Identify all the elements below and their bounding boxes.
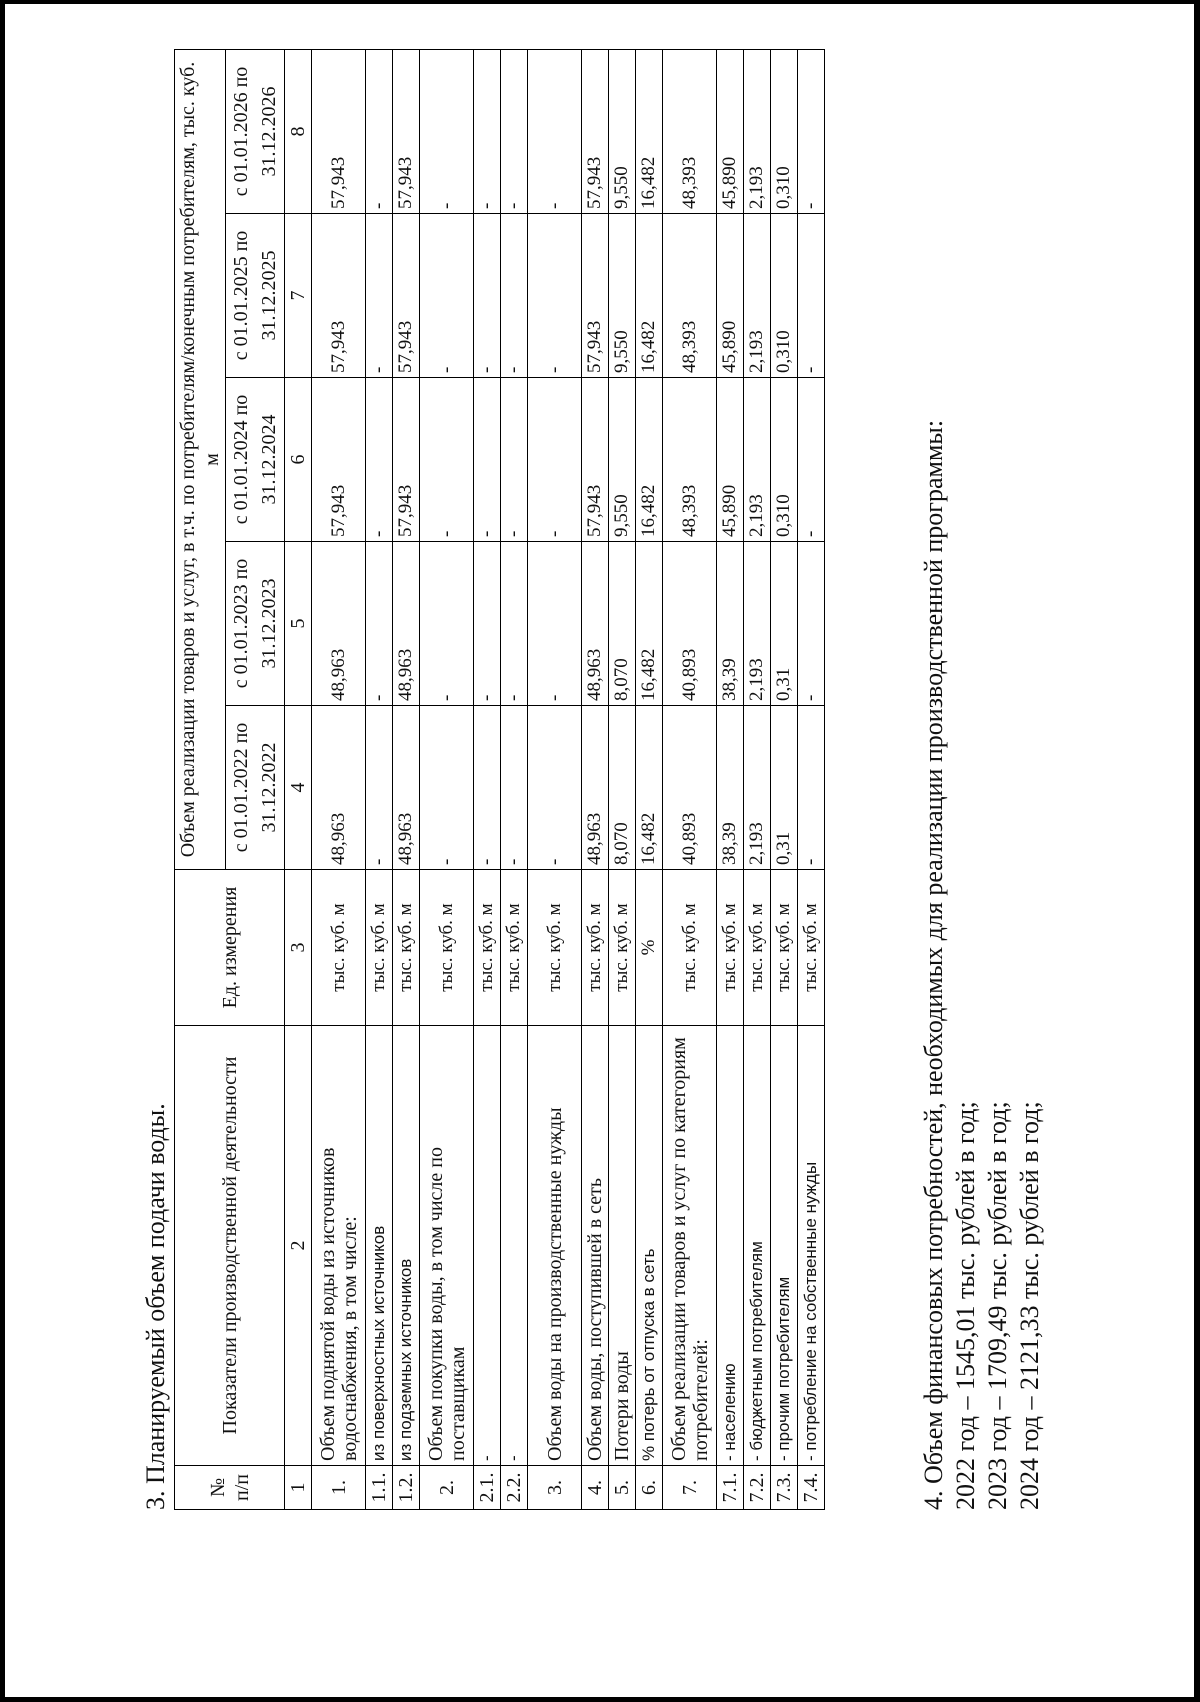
value-cell: 16,482 (636, 214, 663, 378)
value-cell: 16,482 (636, 706, 663, 870)
value-cell: 45,890 (717, 378, 744, 542)
unit-cell: тыс. куб. м (528, 870, 582, 1026)
value-cell: - (420, 214, 474, 378)
value-cell: - (366, 542, 393, 706)
indicator-name: - (501, 1026, 528, 1466)
header-period-2024: с 01.01.2024 по 31.12.2024 (226, 378, 285, 542)
value-cell: - (528, 214, 582, 378)
indicator-name: Объем воды, поступившей в сеть (582, 1026, 609, 1466)
value-cell: 2,193 (744, 542, 771, 706)
table-row (663, 50, 717, 1510)
value-cell: - (420, 542, 474, 706)
value-cell: 38,39 (717, 542, 744, 706)
unit-cell: тыс. куб. м (663, 870, 717, 1026)
column-number: 8 (285, 50, 312, 214)
value-cell: 16,482 (636, 378, 663, 542)
row-number: 4. (582, 1466, 609, 1510)
value-cell: 48,963 (312, 542, 366, 706)
row-number: 2.1. (474, 1466, 501, 1510)
value-cell: 16,482 (636, 50, 663, 214)
column-number-row (285, 50, 312, 1510)
section-4-block (918, 420, 1046, 1510)
value-cell: 0,31 (771, 542, 798, 706)
unit-cell: тыс. куб. м (582, 870, 609, 1026)
indicator-name: - потребление на собственные нужды (798, 1026, 825, 1466)
value-cell: 48,963 (582, 706, 609, 870)
table-row (744, 50, 771, 1510)
table-body (312, 50, 825, 1510)
header-row-1 (175, 50, 226, 1510)
row-number: 6. (636, 1466, 663, 1510)
unit-cell: тыс. куб. м (717, 870, 744, 1026)
financial-line-2023: 2023 год – 1709,49 тыс. рублей в год; (983, 1101, 1012, 1510)
value-cell: 0,31 (771, 706, 798, 870)
value-cell: 16,482 (636, 542, 663, 706)
value-cell: 48,393 (663, 50, 717, 214)
value-cell: - (798, 50, 825, 214)
unit-cell: тыс. куб. м (420, 870, 474, 1026)
rotated-landscape-page (140, 30, 1060, 1510)
row-number: 7.2. (744, 1466, 771, 1510)
financial-line-2022: 2022 год – 1545,01 тыс. рублей в год; (951, 1101, 980, 1510)
value-cell: - (366, 50, 393, 214)
value-cell: 57,943 (582, 214, 609, 378)
value-cell: 57,943 (312, 214, 366, 378)
row-number: 1.2. (393, 1466, 420, 1510)
value-cell: - (798, 542, 825, 706)
table-row (771, 50, 798, 1510)
header-period-2022: с 01.01.2022 по 31.12.2022 (226, 706, 285, 870)
table-row (312, 50, 366, 1510)
table-row (393, 50, 420, 1510)
indicator-name: Объем реализации товаров и услуг по категориям потребителей: (663, 1026, 717, 1466)
section-4-title: 4. Объем финансовых потребностей, необходимых для реализации производственной программы: (919, 419, 948, 1510)
value-cell: 40,893 (663, 706, 717, 870)
value-cell: 57,943 (312, 378, 366, 542)
value-cell: - (501, 706, 528, 870)
value-cell: - (501, 378, 528, 542)
value-cell: 8,070 (609, 542, 636, 706)
value-cell: 38,39 (717, 706, 744, 870)
value-cell: - (366, 706, 393, 870)
value-cell: 45,890 (717, 50, 744, 214)
indicator-name: Объем поднятой воды из источников водоснабжения, в том числе: (312, 1026, 366, 1466)
table-row (717, 50, 744, 1510)
indicator-name: % потерь от отпуска в сеть (636, 1026, 663, 1466)
value-cell: 45,890 (717, 214, 744, 378)
value-cell: - (528, 378, 582, 542)
unit-cell: тыс. куб. м (501, 870, 528, 1026)
header-period-2023: с 01.01.2023 по 31.12.2023 (226, 542, 285, 706)
header-period-2026: с 01.01.2026 по 31.12.2026 (226, 50, 285, 214)
row-number: 7.1. (717, 1466, 744, 1510)
value-cell: 57,943 (582, 50, 609, 214)
indicator-name: - бюджетным потребителям (744, 1026, 771, 1466)
value-cell: 48,963 (312, 706, 366, 870)
value-cell: 9,550 (609, 214, 636, 378)
row-number: 5. (609, 1466, 636, 1510)
indicator-name: Объем воды на производственные нужды (528, 1026, 582, 1466)
value-cell: - (366, 378, 393, 542)
value-cell: - (798, 378, 825, 542)
value-cell: - (474, 706, 501, 870)
value-cell: - (474, 542, 501, 706)
value-cell: 57,943 (393, 50, 420, 214)
column-number: 6 (285, 378, 312, 542)
value-cell: 57,943 (393, 214, 420, 378)
value-cell: - (798, 214, 825, 378)
header-indicator: Показатели производственной деятельности (175, 1026, 285, 1466)
value-cell: 2,193 (744, 214, 771, 378)
row-number: 1. (312, 1466, 366, 1510)
value-cell: 0,310 (771, 378, 798, 542)
value-cell: - (420, 378, 474, 542)
indicator-name: - прочим потребителям (771, 1026, 798, 1466)
column-number: 7 (285, 214, 312, 378)
value-cell: 9,550 (609, 378, 636, 542)
indicator-name: Объем покупки воды, в том числе по поставщикам (420, 1026, 474, 1466)
value-cell: 57,943 (582, 378, 609, 542)
row-number: 2.2. (501, 1466, 528, 1510)
value-cell: - (366, 214, 393, 378)
row-number: 7.4. (798, 1466, 825, 1510)
indicator-name: - населению (717, 1026, 744, 1466)
value-cell: 2,193 (744, 706, 771, 870)
value-cell: - (528, 542, 582, 706)
value-cell: 48,393 (663, 214, 717, 378)
value-cell: - (501, 214, 528, 378)
table-row (528, 50, 582, 1510)
table-row (474, 50, 501, 1510)
table-row (582, 50, 609, 1510)
row-number: 3. (528, 1466, 582, 1510)
value-cell: - (501, 50, 528, 214)
value-cell: 40,893 (663, 542, 717, 706)
unit-cell: тыс. куб. м (393, 870, 420, 1026)
value-cell: 48,963 (393, 542, 420, 706)
value-cell: 48,963 (393, 706, 420, 870)
column-number: 3 (285, 870, 312, 1026)
value-cell: 48,393 (663, 378, 717, 542)
header-num: № п/п (175, 1466, 285, 1510)
value-cell: 0,310 (771, 50, 798, 214)
value-cell: - (528, 706, 582, 870)
row-number: 7.3. (771, 1466, 798, 1510)
row-number: 7. (663, 1466, 717, 1510)
table-row (420, 50, 474, 1510)
unit-cell: тыс. куб. м (366, 870, 393, 1026)
unit-cell: тыс. куб. м (798, 870, 825, 1026)
value-cell: 48,963 (582, 542, 609, 706)
header-unit: Ед. измерения (175, 870, 285, 1026)
value-cell: - (798, 706, 825, 870)
unit-cell: тыс. куб. м (771, 870, 798, 1026)
value-cell: 0,310 (771, 214, 798, 378)
financial-line-2024: 2024 год – 2121,33 тыс. рублей в год; (1015, 1101, 1044, 1510)
table-row (636, 50, 663, 1510)
value-cell: - (420, 50, 474, 214)
water-supply-table (174, 49, 825, 1510)
value-cell: - (501, 542, 528, 706)
value-cell: 2,193 (744, 50, 771, 214)
indicator-name: из поверхностных источников (366, 1026, 393, 1466)
column-number: 2 (285, 1026, 312, 1466)
value-cell: - (420, 706, 474, 870)
value-cell: 57,943 (312, 50, 366, 214)
table-row (798, 50, 825, 1510)
header-period-2025: с 01.01.2025 по 31.12.2025 (226, 214, 285, 378)
indicator-name: из подземных источников (393, 1026, 420, 1466)
header-volume-group: Объем реализации товаров и услуг, в т.ч. по потребителям/конечным потребителям, тыс. куб. м (175, 50, 226, 870)
value-cell: - (474, 214, 501, 378)
value-cell: 2,193 (744, 378, 771, 542)
unit-cell: тыс. куб. м (744, 870, 771, 1026)
column-number: 1 (285, 1466, 312, 1510)
value-cell: 8,070 (609, 706, 636, 870)
unit-cell: тыс. куб. м (609, 870, 636, 1026)
indicator-name: - (474, 1026, 501, 1466)
row-number: 1.1. (366, 1466, 393, 1510)
column-number: 4 (285, 706, 312, 870)
unit-cell: тыс. куб. м (312, 870, 366, 1026)
table-row (366, 50, 393, 1510)
value-cell: - (474, 50, 501, 214)
row-number: 2. (420, 1466, 474, 1510)
table-row (501, 50, 528, 1510)
value-cell: 57,943 (393, 378, 420, 542)
unit-cell: % (636, 870, 663, 1026)
unit-cell: тыс. куб. м (474, 870, 501, 1026)
value-cell: - (474, 378, 501, 542)
section-3-heading: 3. Планируемый объем подачи воды. (141, 1103, 170, 1510)
value-cell: 9,550 (609, 50, 636, 214)
table-row (609, 50, 636, 1510)
indicator-name: Потери воды (609, 1026, 636, 1466)
column-number: 5 (285, 542, 312, 706)
value-cell: - (528, 50, 582, 214)
